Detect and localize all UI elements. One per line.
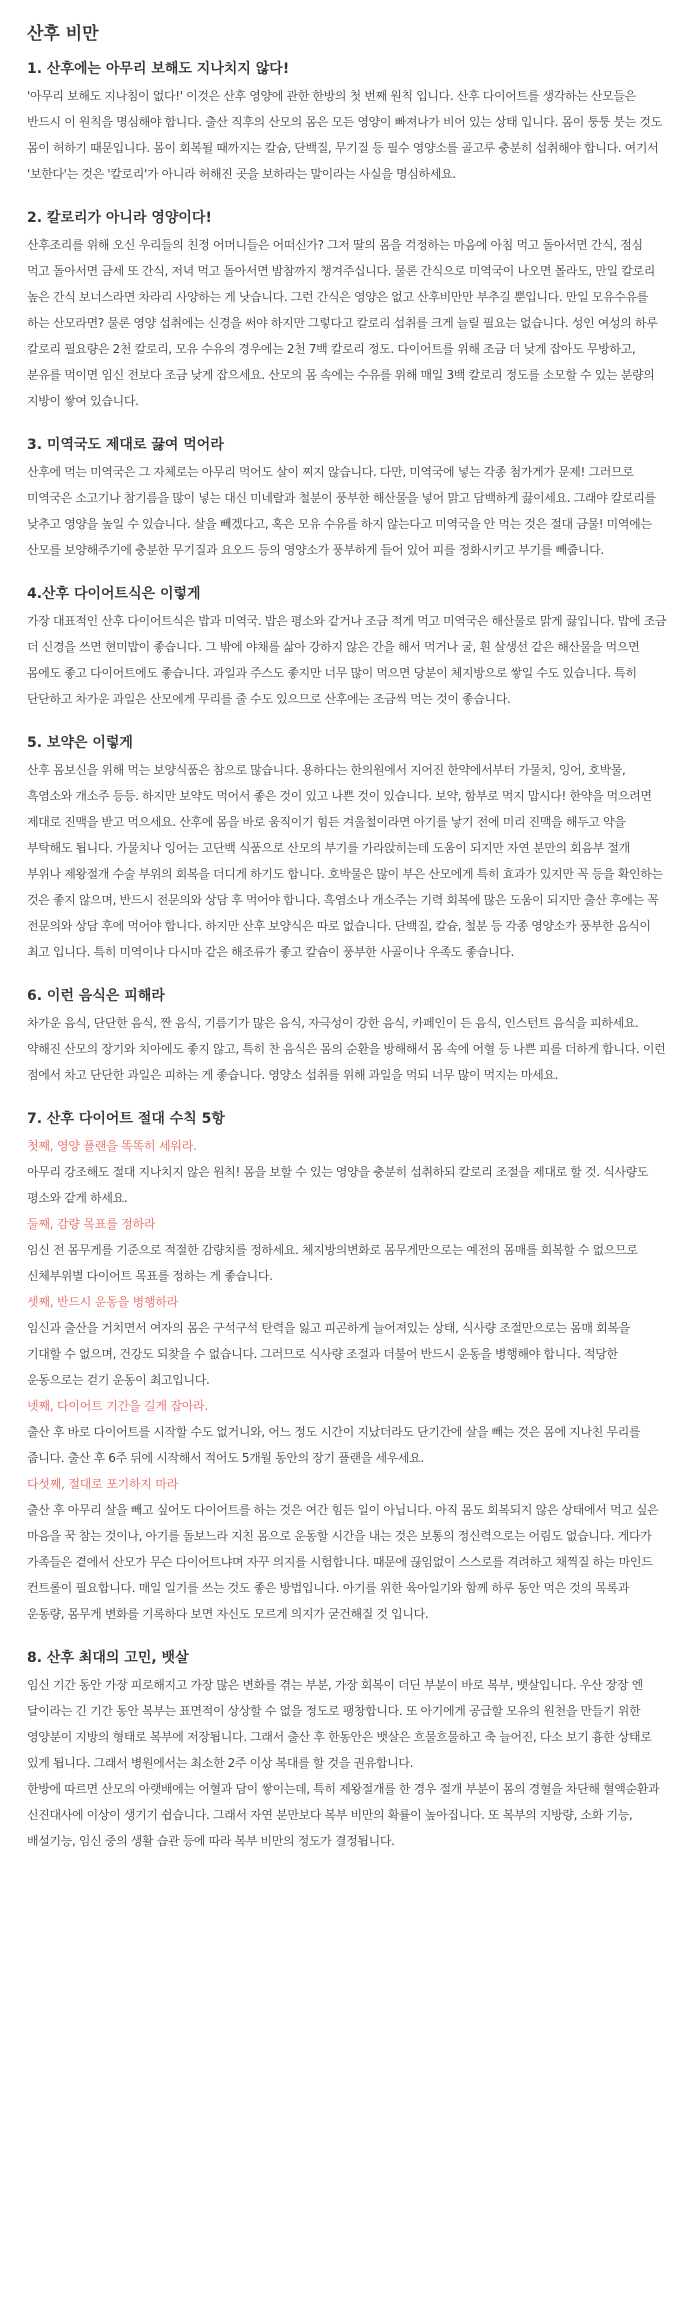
rule-title: 첫째, 영양 플랜을 똑똑히 세워라. [27, 1139, 197, 1153]
section-heading: 2. 칼로리가 아니라 영양이다! [27, 210, 212, 226]
page-title: 산후 비만 [27, 24, 99, 44]
rule-title: 셋째, 반드시 운동을 병행하라 [27, 1295, 179, 1309]
section-body: 산후 몸보신을 위해 먹는 보양식품은 참으로 많습니다. 용하다는 한의원에서 지어진 한약에서부터 가물치, 잉어, 호박물, 흑염소와 개소주 등등. 하지만 보약도 먹어서 좋은 것이 있고 나쁜 것이 있습니다. 보약, 함부로 먹지 맙시다! 한약을 먹으려면 제대로 진맥을 받고 먹으세요. 산후에 몸을 바로 움직이기 힘든 겨울철이라면 아기를 낳기 전에 미리 진맥을 해두고 약을 부탁해도 됩니다. 가물치나 잉어는 고단백 식품으로 산모의 부기를 가라앉히는데 도움이 되지만 자연 분만의 회음부 절개 부위나 제왕절개 수술 부위의 회복을 더디게 하기도 합니다. 호박물은 많이 부은 산모에게 특히 효과가 있지만 꼭 등을 확인하는 것은 좋지 않으며, 반드시 전문의와 상담 후 먹어야 합니다. 흑염소나 개소주는 기력 회복에 많은 도움이 되지만 출산 후에는 꼭 전문의와 상담 후에 먹어야 합니다. 하지만 산후 보양식은 따로 없습니다. 단백질, 칼슘, 철분 등 각종 영양소가 풍부한 음식이 최고 입니다. 특히 미역이나 다시마 같은 해조류가 좋고 칼슘이 풍부한 사골이나 우족도 좋습니다. [27, 763, 663, 959]
section-heading: 6. 이런 음식은 피해라 [27, 988, 165, 1004]
section-body: 임신 기간 동안 가장 피로해지고 가장 많은 변화를 겪는 부분, 가장 회복이 더딘 부분이 바로 복부, 뱃살입니다. 우산 장장 엔 달이라는 긴 기간 동안 복부는 표면적이 상상할 수 없을 정도로 팽창합니다. 또 아기에게 공급할 모유의 원천을 만들기 위한 영양분이 지방의 형태로 복부에 저장됩니다. 그래서 출산 후 한동안은 뱃살은 흐물흐물하고 축 늘어진, 다소 보기 흉한 상태로 있게 됩니다. 그래서 병원에서는 최소한 2주 이상 복대를 할 것을 권유합니다. [27, 1678, 652, 1770]
section-body: 산후에 먹는 미역국은 그 자체로는 아무리 먹어도 살이 찌지 않습니다. 다만, 미역국에 넣는 각종 첨가게가 문제! 그러므로 미역국은 소고기나 참기름을 많이 넣는 대신 미네랄과 철분이 풍부한 해산물을 넣어 맑고 담백하게 끓이세요. 그래야 칼로리를 낮추고 영양을 높일 수 있습니다. 살을 빼겠다고, 혹은 모유 수유를 하지 않는다고 미역국을 안 먹는 것은 절대 금물! 미역에는 산모를 보양해주기에 충분한 무기질과 요오드 등의 영양소가 풍부하게 들어 있어 피를 정화시키고 부기를 빼줍니다. [27, 465, 656, 557]
rule-title: 다섯째, 절대로 포기하지 마라 [27, 1477, 179, 1491]
section-body: 가장 대표적인 산후 다이어트식은 밥과 미역국. 밥은 평소와 같거나 조금 적게 먹고 미역국은 해산물로 맑게 끓입니다. 밥에 조금 더 신경을 쓰면 현미밥이 좋습니다. 그 밖에 야채를 삶아 강하지 않은 간을 해서 먹거나 굴, 흰 살생선 같은 해산물을 먹으면 몸에도 좋고 다이어트에도 좋습니다. 과일과 주스도 좋지만 너무 많이 먹으면 당분이 체지방으로 쌓일 수도 있습니다. 특히 단단하고 차가운 과일은 산모에게 무리를 줄 수도 있으므로 산후에는 조금씩 먹는 것이 좋습니다. [27, 614, 667, 706]
rule-body: 임신과 출산을 거치면서 여자의 몸은 구석구석 탄력을 잃고 피곤하게 늘어져있는 상태, 식사량 조절만으로는 몸매 회복을 기대할 수 없으며, 건강도 되찾을 수 없습니다. 그러므로 식사량 조절과 더불어 반드시 운동을 병행해야 합니다. 적당한 운동으로는 걷기 운동이 최고입니다. [27, 1321, 630, 1387]
rule-body: 아무리 강조해도 절대 지나치지 않은 원칙! 몸을 보할 수 있는 영양을 충분히 섭취하되 칼로리 조절을 제대로 할 것. 식사량도 평소와 같게 하세요. [27, 1165, 649, 1205]
section-body: 차가운 음식, 단단한 음식, 짠 음식, 기름기가 많은 음식, 자극성이 강한 음식, 카페인이 든 음식, 인스턴트 음식을 피하세요. 약해진 산모의 장기와 치아에도 좋지 않고, 특히 찬 음식은 몸의 순환을 방해해서 몸 속에 어혈 등 나쁜 피를 더하게 합니다. 이런 점에서 차고 단단한 과일은 피하는 게 좋습니다. 영양소 섭취를 위해 과일을 먹되 너무 많이 먹지는 마세요. [27, 1016, 666, 1082]
section-heading: 3. 미역국도 제대로 끓여 먹어라 [27, 437, 224, 453]
rule-title: 넷째, 다이어트 기간을 길게 잡아라. [27, 1399, 209, 1413]
section-heading: 4.산후 다이어트식은 이렇게 [27, 586, 201, 602]
section-heading: 8. 산후 최대의 고민, 뱃살 [27, 1650, 189, 1666]
section-heading: 1. 산후에는 아무리 보해도 지나치지 않다! [27, 61, 290, 77]
rule-body: 출산 후 아무리 살을 빼고 싶어도 다이어트를 하는 것은 여간 힘든 일이 아닙니다. 아직 몸도 회복되지 않은 상태에서 먹고 싶은 마음을 꾹 참는 것이나, 아기를 돌보느라 지친 몸으로 운동할 시간을 내는 것은 보통의 정신력으로는 어림도 없습니다. 게다가 가족들은 곁에서 산모가 무슨 다이어트냐며 자꾸 의지를 시험합니다. 때문에 끊임없이 스스로를 격려하고 채찍질 하는 마인드 컨트롤이 필요합니다. 매일 일기를 쓰는 것도 좋은 방법입니다. 아기를 위한 육아일기와 함께 하루 동안 먹은 것의 목록과 운동량, 몸무게 변화를 기록하다 보면 자신도 모르게 의지가 굳건해질 것 입니다. [27, 1503, 659, 1621]
section-8 [27, 1647, 667, 1854]
rule-title: 둘째, 감량 목표를 정하라 [27, 1217, 156, 1231]
section-body: '아무리 보해도 지나침이 없다!' 이것은 산후 영양에 관한 한방의 첫 번째 원칙 입니다. 산후 다이어트를 생각하는 산모들은 반드시 이 원칙을 명심해야 합니다. 출산 직후의 산모의 몸은 모든 영양이 빠져나가 비어 있는 상태 입니다. 몸이 퉁퉁 붓는 것도 몸이 허하기 때문입니다. 몸이 회복될 때까지는 칼슘, 단백질, 무기질 등 필수 영양소를 골고루 충분히 섭취해야 합니다. 여기서 '보한다'는 것은 '칼로리'가 아니라 허해진 곳을 보하라는 말이라는 사실을 명심하세요. [27, 89, 662, 181]
section-6 [27, 985, 667, 1088]
section-heading: 5. 보약은 이렇게 [27, 735, 133, 751]
section-body: 한방에 따르면 산모의 아랫배에는 어혈과 담이 쌓이는데, 특히 제왕절개를 한 경우 절개 부분이 몸의 경혈을 차단해 혈액순환과 신진대사에 이상이 생기기 쉽습니다. 그래서 자연 분만보다 복부 비만의 확률이 높아집니다. 또 복부의 지방량, 소화 기능, 배설기능, 임신 중의 생활 습관 등에 따라 복부 비만의 정도가 결정됩니다. [27, 1782, 660, 1848]
section-1 [27, 58, 667, 187]
rule-body: 임신 전 몸무게를 기준으로 적절한 감량치를 정하세요. 체지방의변화로 몸무게만으로는 예전의 몸매를 회복할 수 없으므로 신체부위별 다이어트 목표를 정하는 게 좋습니다. [27, 1243, 638, 1283]
section-4 [27, 583, 667, 712]
section-3 [27, 434, 667, 563]
section-7 [27, 1108, 667, 1627]
section-heading: 7. 산후 다이어트 절대 수칙 5항 [27, 1111, 225, 1127]
section-body: 산후조리를 위해 오신 우리들의 친정 어머니들은 어떠신가? 그저 딸의 몸을 걱정하는 마음에 아침 먹고 돌아서면 간식, 점심 먹고 돌아서면 금세 또 간식, 저녁 먹고 돌아서면 밤참까지 챙겨주십니다. 물론 간식으로 미역국이 나오면 몰라도, 만일 칼로리 높은 간식 보너스라면 차라리 사양하는 게 낫습니다. 그런 간식은 영양은 없고 산후비만만 부추길 뿐입니다. 만일 모유수유를 하는 산모라면? 물론 영양 섭취에는 신경을 써야 하지만 그렇다고 칼로리 섭취를 크게 늘릴 필요는 없습니다. 성인 여성의 하루 칼로리 필요량은 2천 칼로리, 모유 수유의 경우에는 2천 7백 칼로리 정도. 다이어트를 위해 조금 더 낮게 잡아도 무방하고, 분유를 먹이면 임신 전보다 조금 낮게 잡으세요. 산모의 몸 속에는 수유를 위해 매일 3백 칼로리 정도를 소모할 수 있는 분량의 지방이 쌓여 있습니다. [27, 238, 658, 408]
section-2 [27, 207, 667, 414]
section-5 [27, 732, 667, 965]
rule-body: 출산 후 바로 다이어트를 시작할 수도 없거니와, 어느 정도 시간이 지났더라도 단기간에 살을 빼는 것은 몸에 지나친 무리를 줍니다. 출산 후 6주 뒤에 시작해서 적어도 5개월 동안의 장기 플랜을 세우세요. [27, 1425, 641, 1465]
